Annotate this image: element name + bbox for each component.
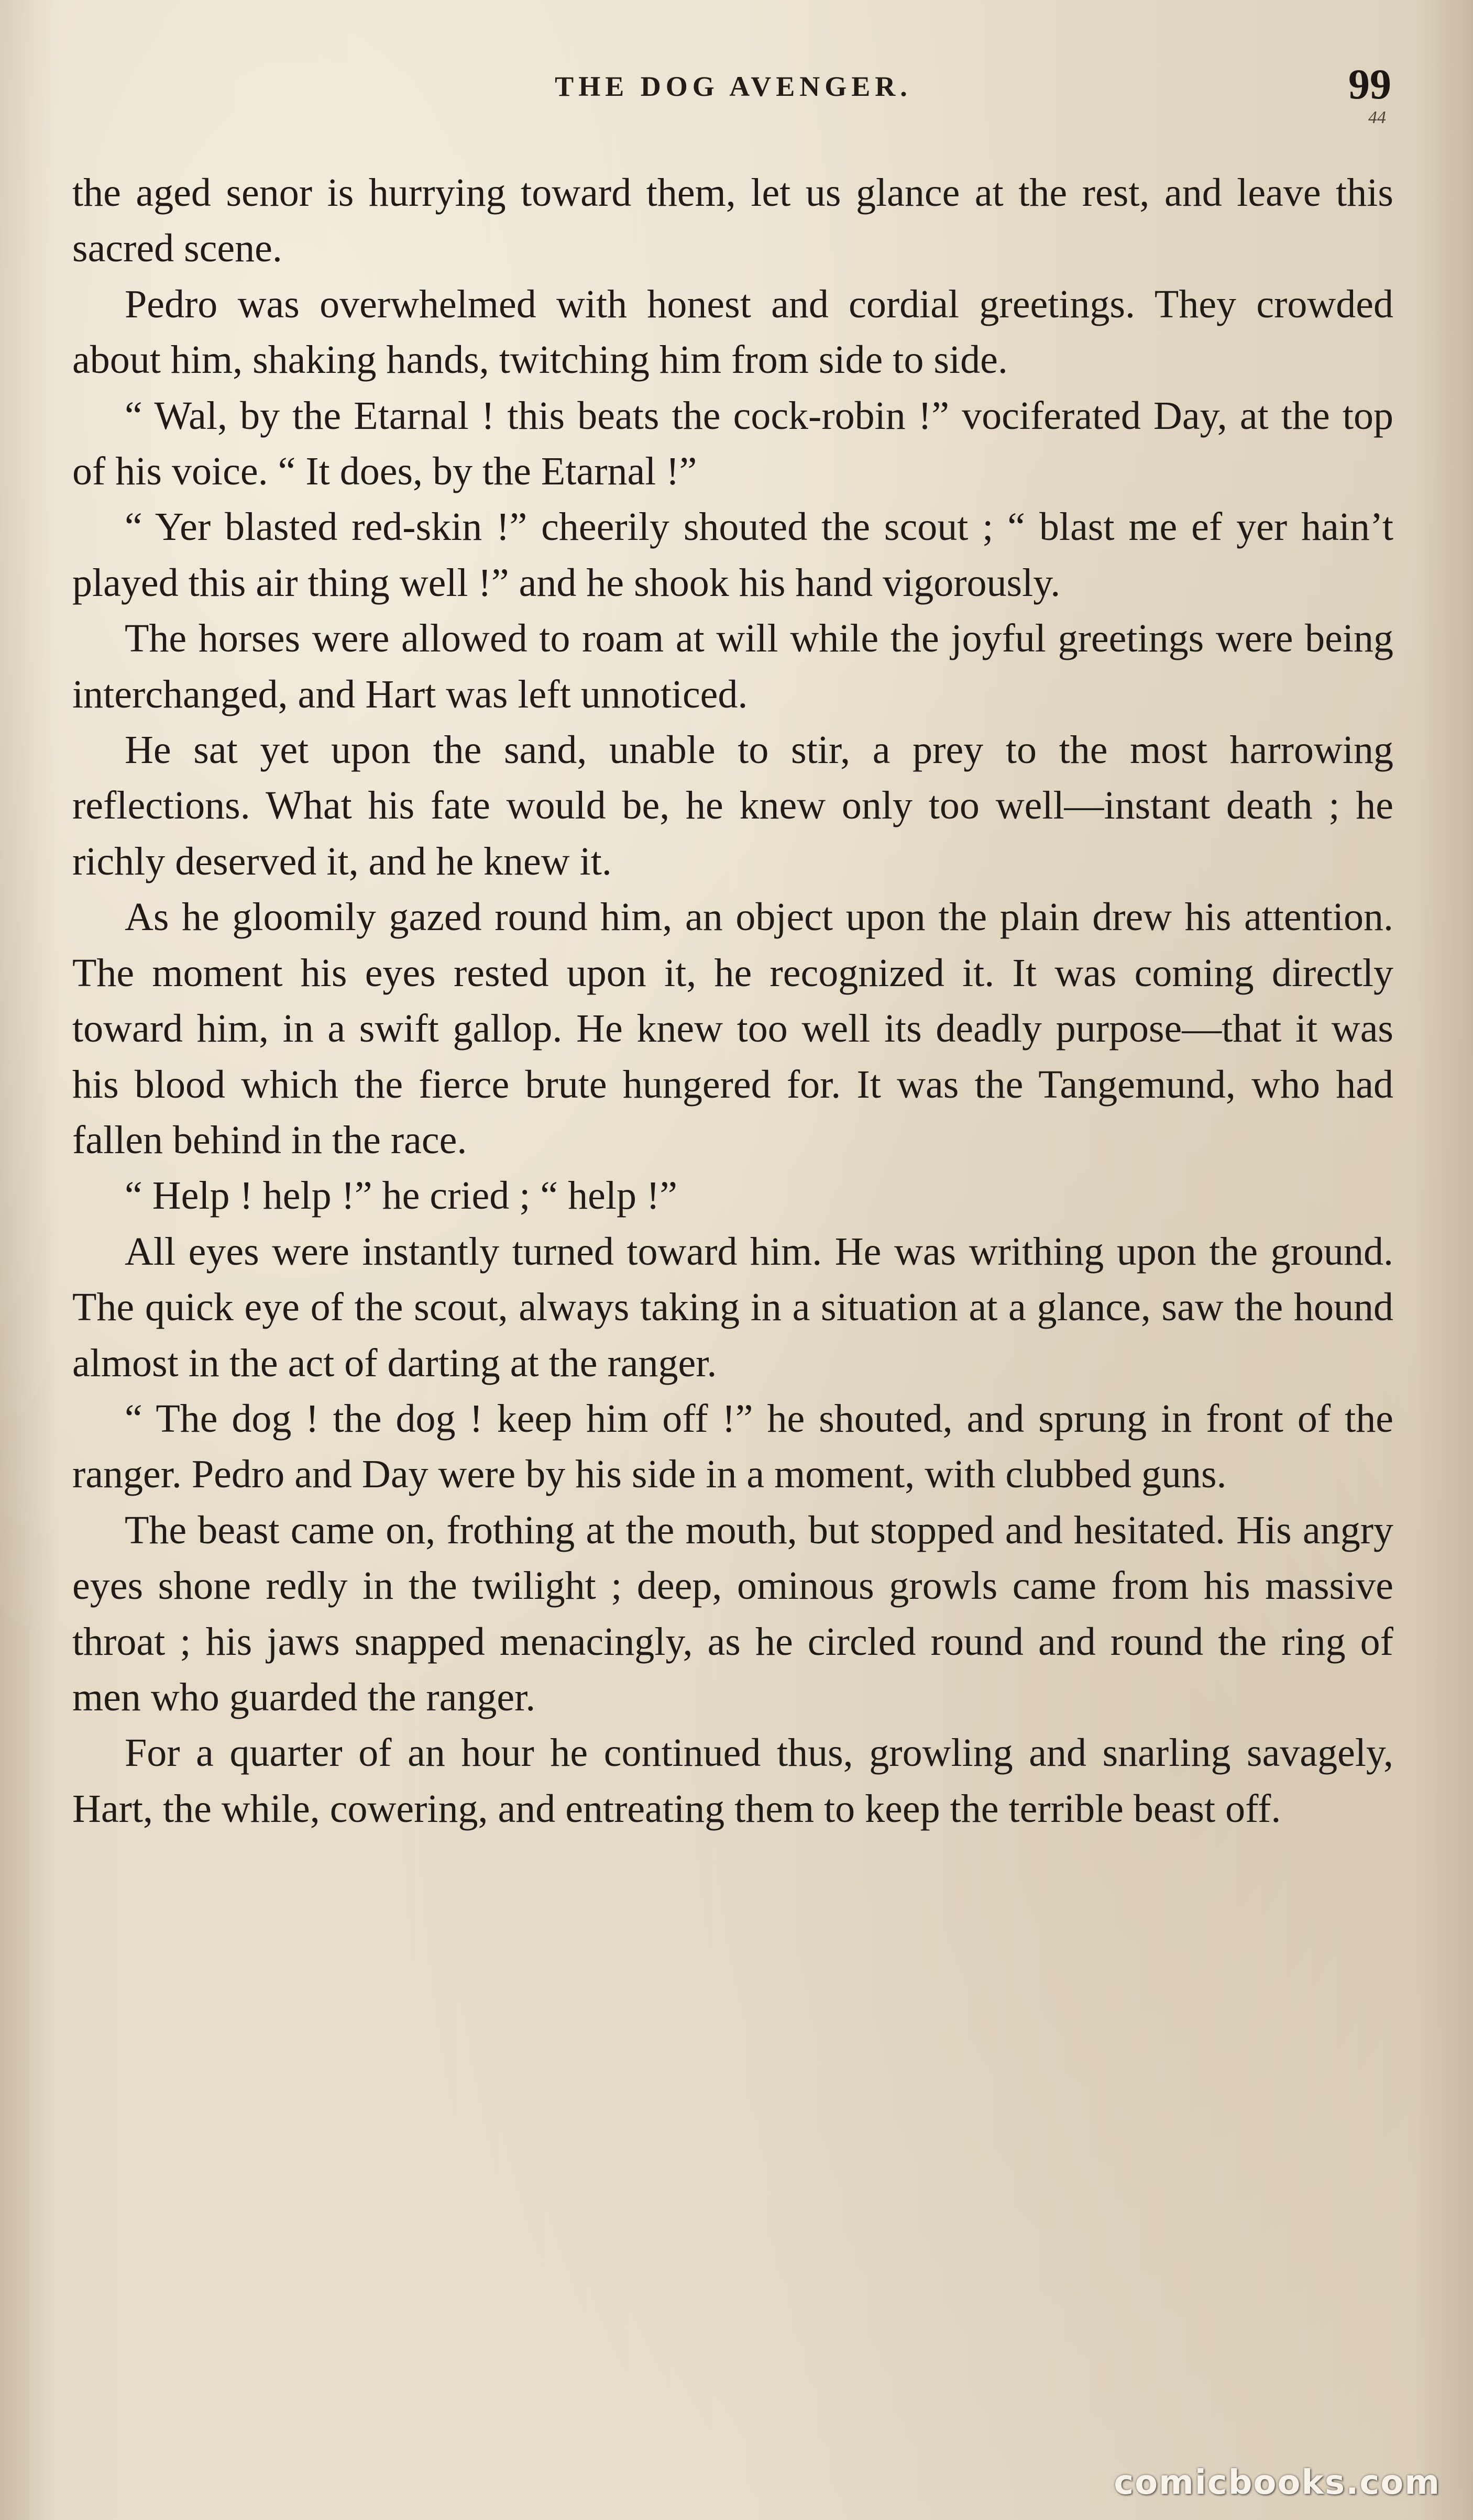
paragraph: “ The dog ! the dog ! keep him off !” he shouted, and sprung in front of the ranger. Pedro and Day were by his side in a moment, with clubbed guns. (72, 1396, 1393, 1497)
paragraph: For a quarter of an hour he continued thus, growling and snarling savagely, Hart, the while, cowering, and entreating them to keep the terrible beast off. (72, 1731, 1393, 1831)
paragraph: “ Yer blasted red-skin !” cheerily shouted the scout ; “ blast me ef yer hain’t played this air thing well !” and he shook his hand vigorously. (72, 505, 1393, 605)
paragraph: Pedro was overwhelmed with honest and cordial greetings. They crowded about him, shaking hands, twitching him from side to side. (72, 282, 1393, 382)
paragraph: “ Help ! help !” he cried ; “ help !” (125, 1174, 678, 1218)
running-head: THE DOG AVENGER. (555, 71, 912, 102)
paragraph: “ Wal, by the Etarnal ! this beats the cock-robin !” vociferated Day, at the top of his voice. “ It does, by the Etarnal !” (72, 393, 1393, 494)
body-text (72, 165, 1393, 1837)
paragraph: He sat yet upon the sand, unable to stir, a prey to the most harrowing reflections. What his fate would be, he knew only too well—instant death ; he richly deserved it, and he knew it. (72, 728, 1393, 883)
signature-mark: 44 (1368, 108, 1386, 127)
paragraph-continued: the aged senor is hurrying toward them, let us glance at the rest, and leave this sacred scene. (72, 171, 1393, 271)
paragraph: The horses were allowed to roam at will while the joyful greetings were being interchanged, and Hart was left unnoticed. (72, 616, 1393, 716)
page-header (73, 60, 1393, 127)
watermark: comicbooks.com (1114, 2463, 1441, 2502)
paragraph: The beast came on, frothing at the mouth, but stopped and hesitated. His angry eyes shone redly in the twilight ; deep, ominous growls came from his massive throat ; his jaws snapped menacingly, as he circled round and round the ring of men who guarded the ranger. (72, 1508, 1393, 1719)
page-number: 99 (1348, 60, 1391, 108)
paragraph: As he gloomily gazed round him, an object upon the plain drew his attention. The moment his eyes rested upon it, he recognized it. It was coming directly toward him, in a swift gallop. He knew too well its deadly purpose—that it was his blood which the fierce brute hungered for. It was the Tangemund, who had fallen behind in the race. (72, 895, 1393, 1162)
paragraph: All eyes were instantly turned toward him. He was writhing upon the ground. The quick eye of the scout, always taking in a situation at a glance, saw the hound almost in the act of darting at the ranger. (72, 1229, 1393, 1385)
